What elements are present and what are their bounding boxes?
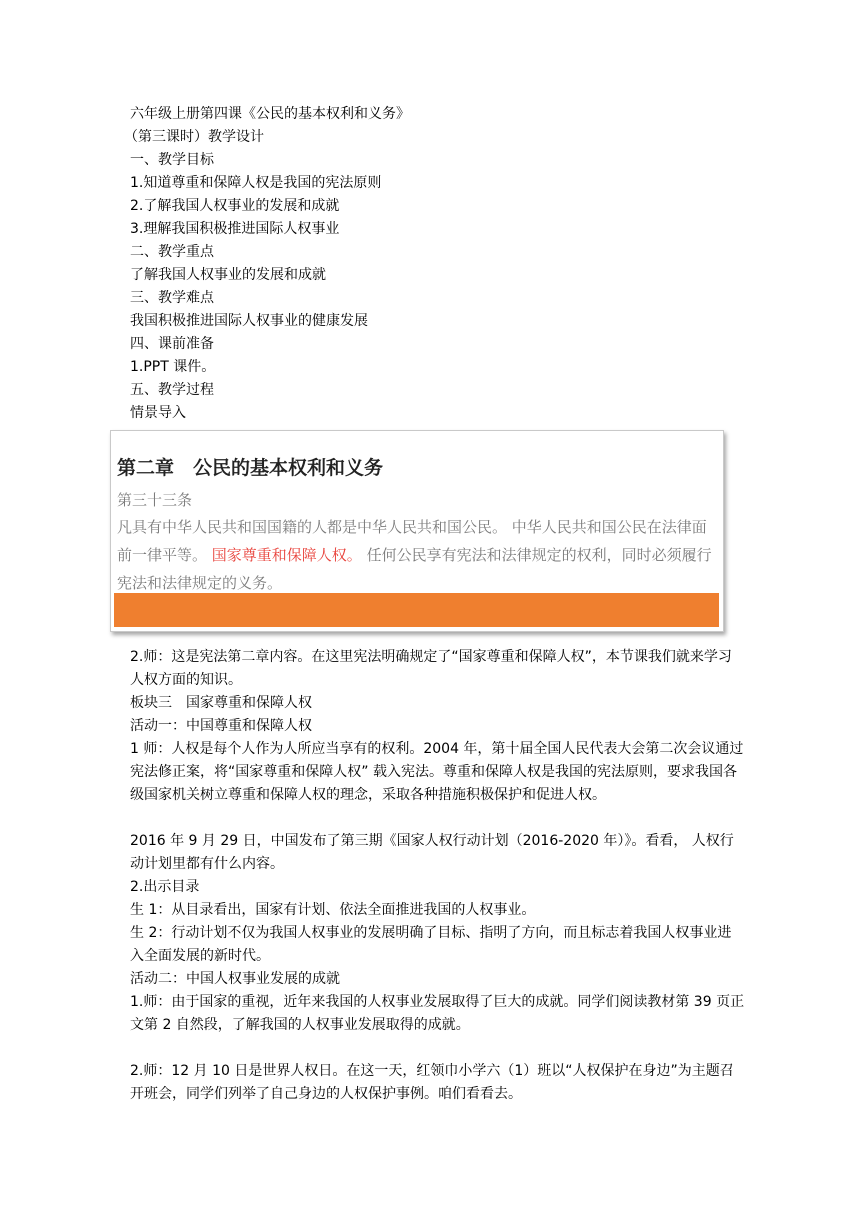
paragraph: 生 1：从目录看出，国家有计划、依法全面推进我国的人权事业。 — [130, 902, 536, 918]
document-subtitle: （第三课时）教学设计 — [124, 129, 264, 145]
section-heading-difficulties: 三、教学难点 — [130, 290, 214, 306]
module-heading: 板块三 国家尊重和保障人权 — [130, 695, 312, 711]
paragraph: 2.师：这是宪法第二章内容。在这里宪法明确规定了“国家尊重和保障人权”，本节课我们就来学习人权方面的知识。 — [130, 649, 732, 688]
section-heading-objectives: 一、教学目标 — [130, 152, 214, 168]
paragraph: 2016 年 9 月 29 日，中国发布了第三期《国家人权行动计划（2016-2020 年）》。看看， 人权行动计划里都有什么内容。 — [130, 833, 734, 872]
slide-article-number: 第三十三条 — [117, 491, 193, 509]
constitution-slide-image — [110, 430, 724, 632]
slide-title: 第二章 公民的基本权利和义务 — [117, 457, 384, 479]
objective-item: 3.理解我国积极推进国际人权事业 — [130, 221, 340, 237]
paragraph: 2.出示目录 — [130, 879, 200, 895]
difficulty-text: 我国积极推进国际人权事业的健康发展 — [130, 313, 368, 329]
activity-heading: 活动二：中国人权事业发展的成就 — [130, 971, 340, 987]
slide-highlight-text: 国家尊重和保障人权。 — [211, 546, 362, 564]
preparation-text: 1.PPT 课件。 — [130, 359, 216, 375]
slide-text-part: 凡具有中华人民共和国国籍的人都是中华人民共和国公民。 中华人民共和国公民在法律面前一律平等。 — [117, 518, 707, 564]
process-subheading: 情景导入 — [130, 405, 186, 421]
paragraph: 1.师：由于国家的重视，近年来我国的人权事业发展取得了巨大的成就。同学们阅读教材第 39 页正文第 2 自然段，了解我国的人权事业发展取得的成就。 — [130, 994, 745, 1033]
section-heading-preparation: 四、课前准备 — [130, 336, 214, 352]
slide-text-part: 任何公民享有宪法和法律规定的权利，同时必须履行宪法和法律规定的义务。 — [117, 546, 712, 592]
section-heading-key-points: 二、教学重点 — [130, 244, 214, 260]
activity-heading: 活动一：中国尊重和保障人权 — [130, 718, 312, 734]
objective-item: 1.知道尊重和保障人权是我国的宪法原则 — [130, 175, 382, 191]
paragraph: 1 师：人权是每个人作为人所应当享有的权利。2004 年，第十届全国人民代表大会第二次会议通过宪法修正案，将“国家尊重和保障人权” 载入宪法。尊重和保障人权是我国的宪法原则，要求我国各级国家机关树立尊重和保障人权的理念，采取各种措施积极保护和促进人权。 — [130, 741, 744, 803]
section-heading-process: 五、教学过程 — [130, 382, 214, 398]
paragraph: 生 2：行动计划不仅为我国人权事业的发展明确了目标、指明了方向，而且标志着我国人权事业进入全面发展的新时代。 — [130, 925, 732, 964]
document-title: 六年级上册第四课《公民的基本权利和义务》 — [130, 106, 410, 122]
slide-orange-bar — [114, 593, 719, 627]
slide-article-text — [117, 513, 717, 597]
objective-item: 2.了解我国人权事业的发展和成就 — [130, 198, 340, 214]
key-point-text: 了解我国人权事业的发展和成就 — [130, 267, 326, 283]
paragraph: 2.师：12 月 10 日是世界人权日。在这一天，红领巾小学六（1）班以“人权保护在身边”为主题召开班会，同学们列举了自己身边的人权保护事例。咱们看看去。 — [130, 1063, 734, 1102]
